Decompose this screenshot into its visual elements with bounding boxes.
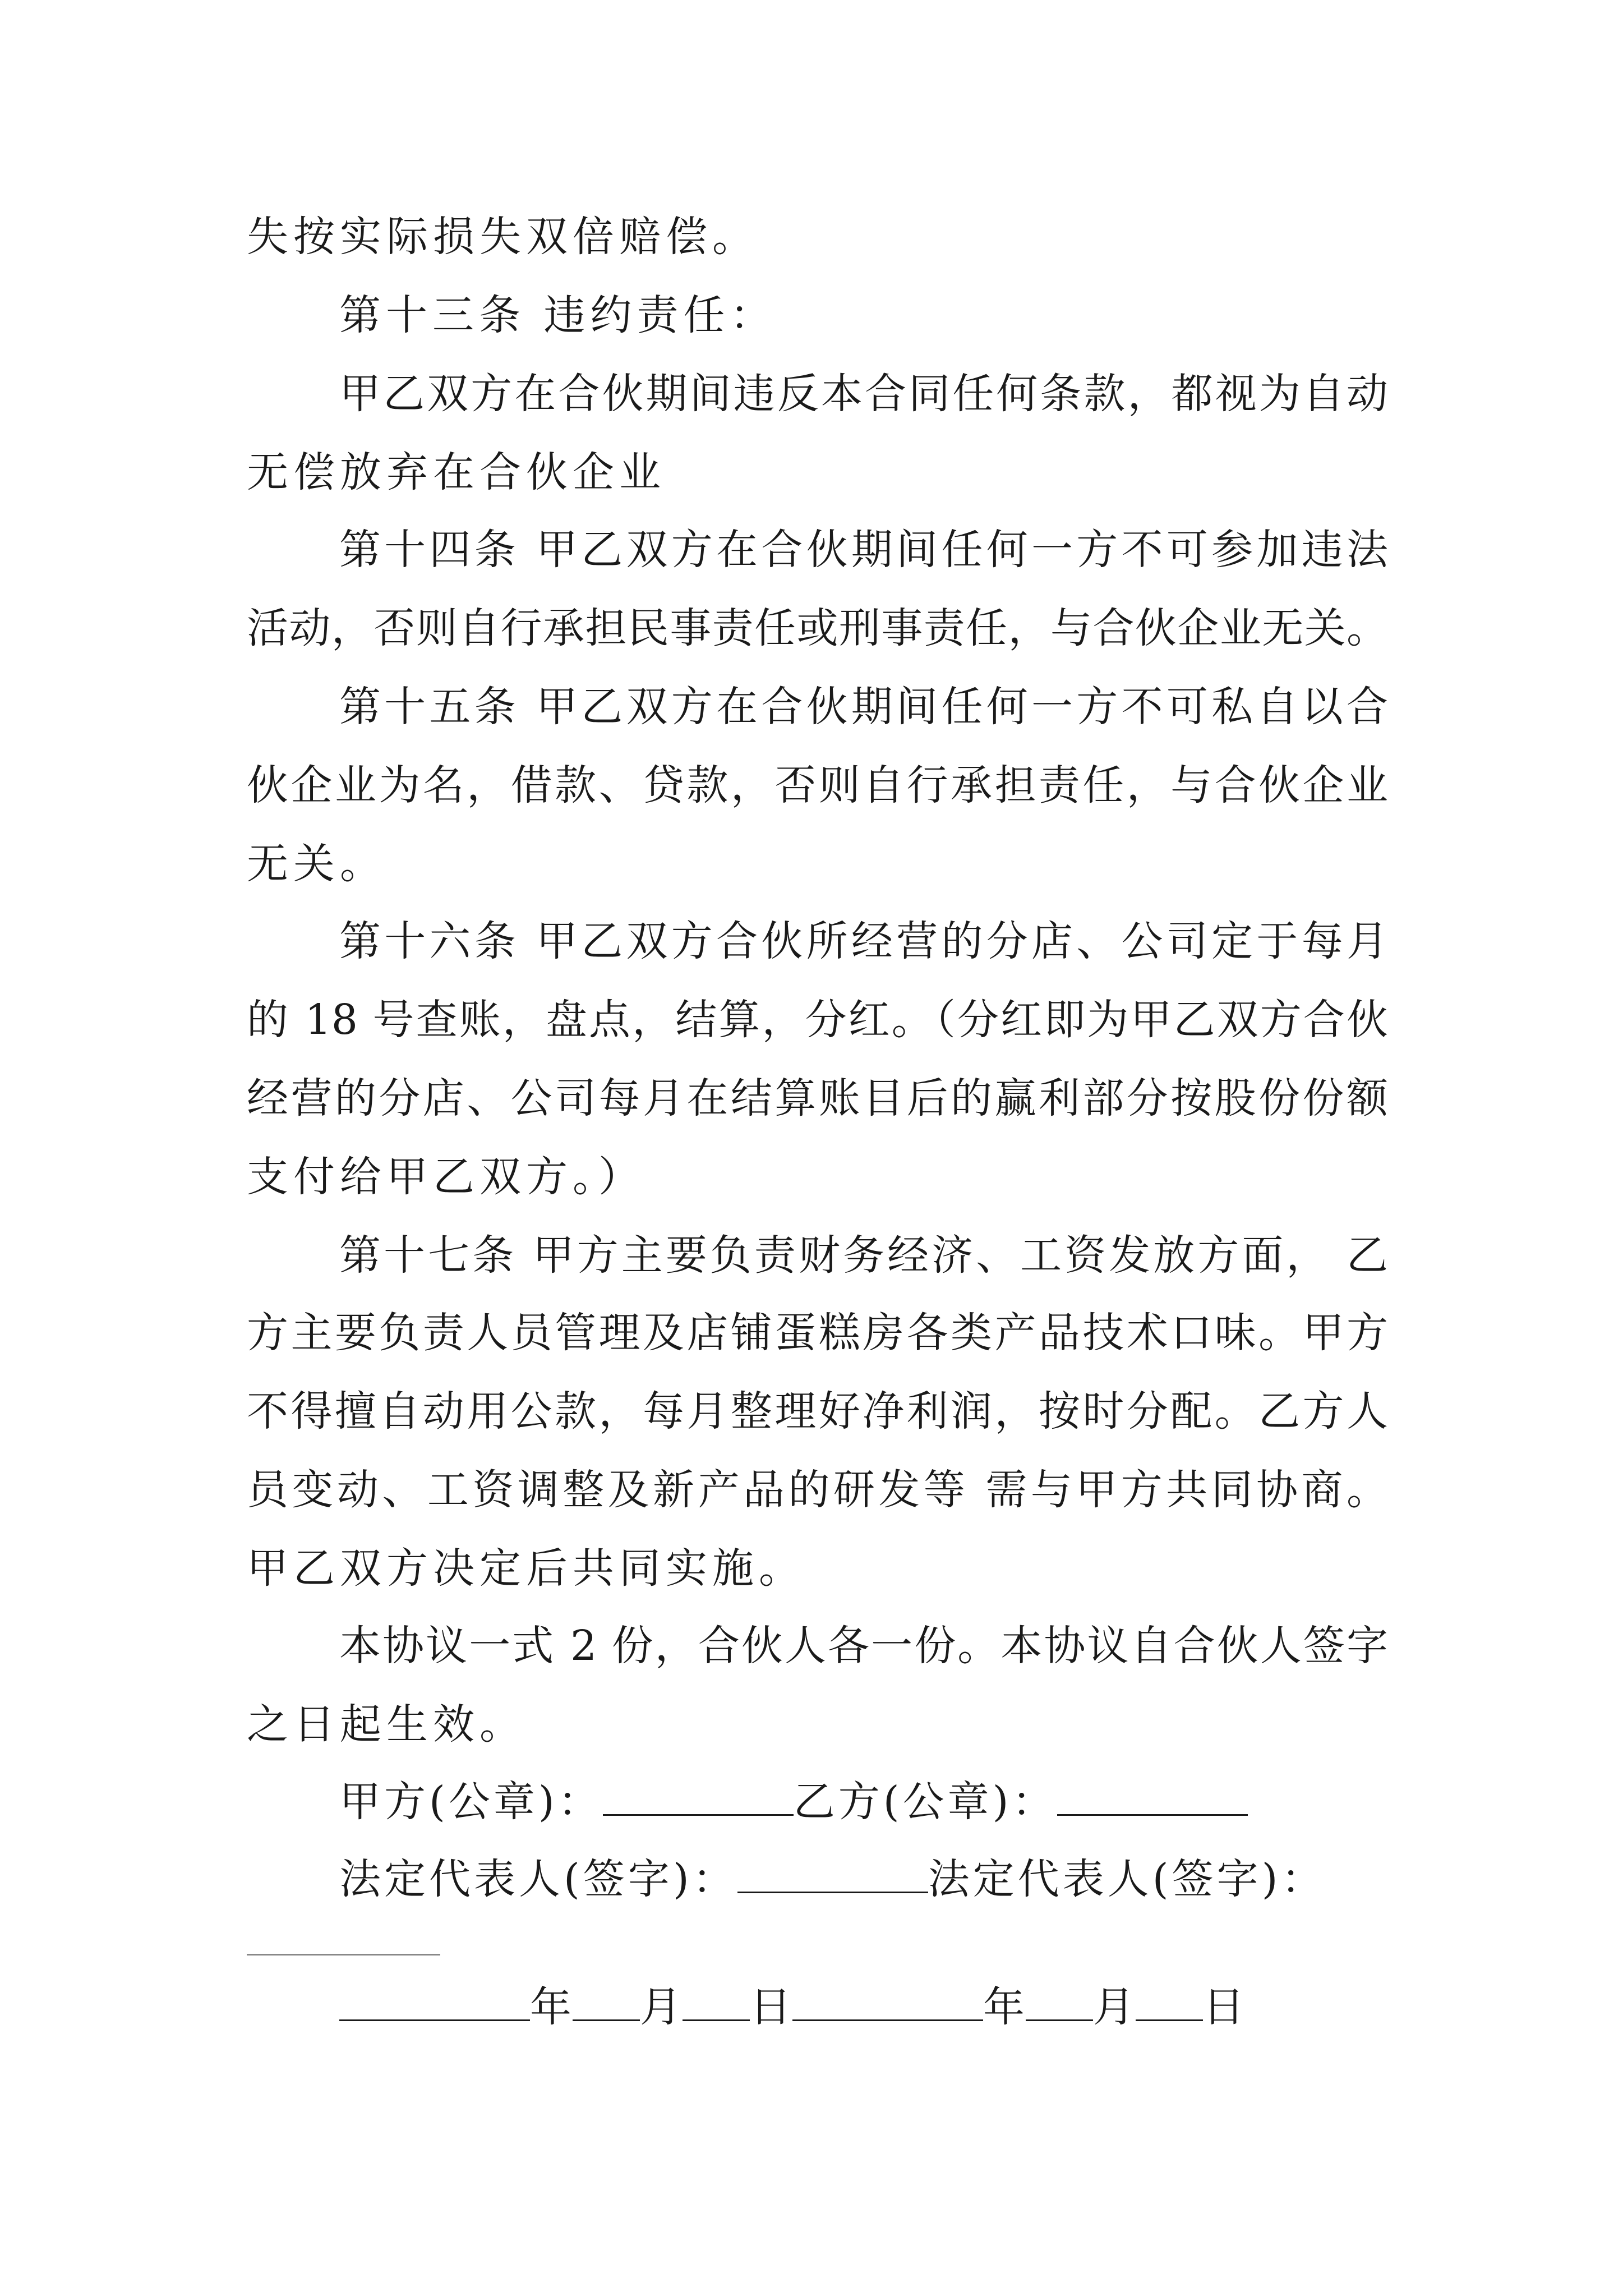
rep-b-label: 法定代表人(签字)： [928,1855,1326,1903]
text-line: 甲乙双方在合伙期间违反本合同任何条款，都视为自动 [339,370,1388,418]
month-a-blank[interactable] [573,1980,640,2021]
text-line: 无关。 [247,840,386,888]
year-a-label: 年 [530,1983,573,2031]
month-a-label: 月 [640,1983,683,2031]
text-line: 支付给甲乙双方。） [247,1153,645,1201]
party-a-seal-blank[interactable] [603,1775,794,1816]
year-b-blank[interactable] [792,1980,983,2021]
text-line: 伙企业为名，借款、贷款，否则自行承担责任，与合伙企业 [247,761,1388,809]
month-b-label: 月 [1093,1983,1136,2031]
article-14: 第十四条 甲乙双方在合伙期间任何一方不可参加违法 [339,526,1388,574]
day-b-blank[interactable] [1136,1980,1203,2021]
rep-a-blank[interactable] [737,1852,928,1893]
article-16: 第十六条 甲乙双方合伙所经营的分店、公司定于每月 [339,917,1388,965]
text-line: 的 18 号查账，盘点，结算，分红。（分红即为甲乙双方合伙 [247,996,1388,1044]
day-a-blank[interactable] [683,1980,750,2021]
party-a-seal-label: 甲方(公章)： [339,1778,603,1826]
year-b-label: 年 [983,1983,1026,2031]
text-line: 方主要负责人员管理及店铺蛋糕房各类产品技术口味。甲方 [247,1309,1388,1357]
agreement-copies: 本协议一式 2 份，合伙人各一份。本协议自合伙人签字 [339,1622,1388,1670]
text-line: 活动，否则自行承担民事责任或刑事责任，与合伙企业无关。 [247,604,1388,652]
text-line: 无偿放弃在合伙企业 [247,448,666,496]
party-b-seal-label: 乙方(公章)： [793,1778,1057,1826]
text-line: 失按实际损失双倍赔偿。 [247,213,759,261]
rep-a-label: 法定代表人(签字)： [339,1855,737,1903]
seal-row [339,1774,1248,1830]
article-17: 第十七条 甲方主要负责财务经济、工资发放方面， 乙 [339,1231,1388,1280]
day-b-label: 日 [1203,1983,1246,2031]
year-a-blank[interactable] [339,1980,530,2021]
text-line: 甲乙双方决定后共同实施。 [247,1544,805,1593]
representative-row [339,1851,1326,1907]
article-15: 第十五条 甲乙双方在合伙期间任何一方不可私自以合 [339,683,1388,731]
party-b-seal-blank[interactable] [1057,1775,1248,1816]
date-row [339,1979,1246,2035]
text-line: 之日起生效。 [247,1700,526,1749]
month-b-blank[interactable] [1026,1980,1093,2021]
rep-b-blank[interactable] [247,1954,440,1955]
text-line: 不得擅自动用公款，每月整理好净利润，按时分配。乙方人 [247,1387,1388,1435]
day-a-label: 日 [750,1983,792,2031]
text-line: 员变动、工资调整及新产品的研发等 需与甲方共同协商。 [247,1466,1388,1514]
article-13-heading: 第十三条 违约责任： [339,291,777,339]
text-line: 经营的分店、公司每月在结算账目后的赢利部分按股份份额 [247,1074,1388,1122]
